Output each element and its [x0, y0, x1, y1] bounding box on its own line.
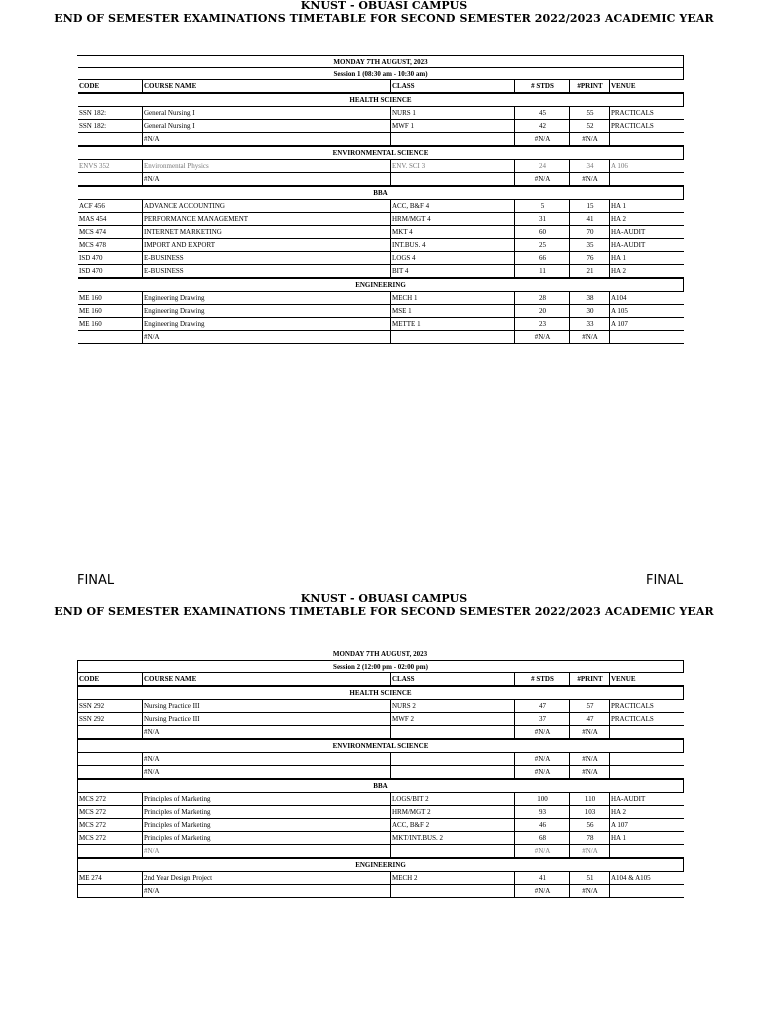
page1-header: [0, 0, 768, 26]
cell-code: [78, 885, 143, 897]
cell-stds: 42: [515, 120, 570, 132]
cell-stds: 93: [515, 806, 570, 818]
exam-date: MONDAY 7TH AUGUST, 2023: [332, 650, 428, 658]
cell-code: MCS 272: [78, 806, 143, 818]
cell-name: #N/A: [143, 753, 391, 765]
section-title: BBA: [78, 186, 684, 200]
cell-venue: [610, 133, 684, 145]
cell-venue: [610, 766, 684, 778]
table-row: [78, 819, 684, 832]
cell-name: Nursing Practice III: [143, 700, 391, 712]
cell-stds: 31: [515, 213, 570, 225]
cell-stds: #N/A: [515, 726, 570, 738]
cell-venue: PRACTICALS: [611, 715, 654, 723]
cell-class: LOGS 4: [391, 252, 515, 264]
cell-code: SSN 182:: [78, 107, 143, 119]
cell-name: General Nursing I: [143, 120, 391, 132]
cell-print: 110: [570, 793, 610, 805]
cell-class: NURS 1: [391, 107, 515, 119]
cell-code: [78, 845, 143, 857]
column-header-venue: VENUE: [611, 675, 636, 683]
cell-stds: 23: [515, 318, 570, 330]
cell-venue: HA 2: [611, 808, 626, 816]
cell-stds: 66: [515, 252, 570, 264]
cell-stds: #N/A: [515, 766, 570, 778]
table-row: [78, 845, 684, 858]
column-header-stds: # STDS: [515, 673, 570, 685]
timetable-grid: [77, 55, 684, 341]
cell-class: [391, 726, 515, 738]
cell-code: SSN 292: [78, 700, 143, 712]
campus-title: KNUST - OBUASI CAMPUS: [300, 0, 468, 12]
cell-name: Engineering Drawing: [143, 305, 391, 317]
cell-print: 78: [570, 832, 610, 844]
cell-class: MECH 2: [391, 872, 515, 884]
cell-stds: #N/A: [515, 885, 570, 897]
table-row: [78, 252, 684, 265]
cell-class: [391, 885, 515, 897]
cell-print: 41: [570, 213, 610, 225]
cell-class: NURS 2: [391, 700, 515, 712]
cell-code: [78, 726, 143, 738]
cell-print: #N/A: [570, 726, 610, 738]
timetable-title: END OF SEMESTER EXAMINATIONS TIMETABLE FOR SECOND SEMESTER 2022/2023 ACADEMIC YEAR: [54, 12, 714, 25]
cell-print: 56: [570, 819, 610, 831]
cell-stds: 46: [515, 819, 570, 831]
cell-print: 55: [570, 107, 610, 119]
cell-print: #N/A: [570, 173, 610, 185]
section-title: ENVIRONMENTAL SCIENCE: [78, 739, 684, 753]
cell-class: BIT 4: [391, 265, 515, 277]
cell-code: ME 160: [78, 318, 143, 330]
column-header-venue: VENUE: [611, 82, 636, 90]
cell-stds: #N/A: [515, 753, 570, 765]
cell-name: #N/A: [143, 845, 391, 857]
cell-venue: A 107: [611, 320, 628, 328]
section-title: HEALTH SCIENCE: [78, 686, 684, 700]
timetable-title: END OF SEMESTER EXAMINATIONS TIMETABLE FOR SECOND SEMESTER 2022/2023 ACADEMIC YEAR: [54, 605, 714, 618]
table-row: [78, 806, 684, 819]
cell-venue: [610, 726, 684, 738]
final-label-left: FINAL: [77, 573, 115, 588]
cell-code: ME 274: [78, 872, 143, 884]
cell-code: SSN 182:: [78, 120, 143, 132]
table-row: [78, 726, 684, 739]
cell-name: E-BUSINESS: [143, 252, 391, 264]
cell-class: MKT 4: [391, 226, 515, 238]
cell-name: #N/A: [143, 173, 391, 185]
cell-code: ISD 470: [78, 265, 143, 277]
cell-venue: HA 1: [611, 834, 626, 842]
campus-title: KNUST - OBUASI CAMPUS: [300, 592, 468, 605]
cell-code: ACF 456: [78, 200, 143, 212]
table-row: [78, 239, 684, 252]
cell-stds: 24: [515, 160, 570, 172]
cell-print: 33: [570, 318, 610, 330]
cell-name: IMPORT AND EXPORT: [143, 239, 391, 251]
cell-stds: 68: [515, 832, 570, 844]
cell-code: ME 160: [78, 305, 143, 317]
cell-name: Nursing Practice III: [143, 713, 391, 725]
cell-print: 103: [570, 806, 610, 818]
cell-print: #N/A: [570, 766, 610, 778]
section-title: BBA: [78, 779, 684, 793]
table-row: [78, 872, 684, 885]
cell-class: HRM/MGT 4: [391, 213, 515, 225]
cell-print: #N/A: [570, 753, 610, 765]
cell-venue: [610, 753, 684, 765]
cell-venue: PRACTICALS: [611, 702, 654, 710]
cell-class: [391, 133, 515, 145]
cell-venue: HA-AUDIT: [611, 241, 646, 249]
cell-code: [78, 173, 143, 185]
cell-venue: HA 1: [611, 202, 626, 210]
cell-print: 15: [570, 200, 610, 212]
table-row: [78, 292, 684, 305]
cell-class: ACC, B&F 2: [391, 819, 515, 831]
cell-stds: 5: [515, 200, 570, 212]
cell-code: MCS 474: [78, 226, 143, 238]
cell-venue: PRACTICALS: [611, 122, 654, 130]
cell-print: 47: [570, 713, 610, 725]
cell-class: [391, 766, 515, 778]
table-row: [78, 318, 684, 331]
cell-print: 35: [570, 239, 610, 251]
date-row: MONDAY 7TH AUGUST, 2023: [78, 56, 684, 68]
cell-venue: HA 2: [611, 215, 626, 223]
table-row: [78, 213, 684, 226]
cell-stds: #N/A: [515, 133, 570, 145]
cell-venue: A104 & A105: [611, 874, 651, 882]
column-header-stds: # STDS: [515, 80, 570, 92]
section-title: HEALTH SCIENCE: [78, 93, 684, 107]
cell-venue: PRACTICALS: [611, 109, 654, 117]
cell-stds: 25: [515, 239, 570, 251]
cell-name: Engineering Drawing: [143, 318, 391, 330]
cell-print: 70: [570, 226, 610, 238]
cell-print: 34: [570, 160, 610, 172]
cell-name: Principles of Marketing: [143, 793, 391, 805]
final-label-right: FINAL: [646, 573, 684, 588]
table-row: [78, 265, 684, 278]
cell-venue: [610, 331, 684, 343]
cell-stds: 100: [515, 793, 570, 805]
cell-venue: HA-AUDIT: [611, 795, 646, 803]
session-row: Session 2 (12:00 pm - 02:00 pm): [78, 661, 684, 673]
cell-venue: A 106: [611, 162, 628, 170]
cell-stds: 45: [515, 107, 570, 119]
cell-stds: #N/A: [515, 845, 570, 857]
cell-name: #N/A: [143, 885, 391, 897]
cell-print: #N/A: [570, 885, 610, 897]
column-header-name: COURSE NAME: [143, 80, 391, 92]
cell-code: [78, 753, 143, 765]
table-row: [78, 160, 684, 173]
cell-venue: A 107: [611, 821, 628, 829]
cell-venue: A 105: [611, 307, 628, 315]
cell-class: HRM/MGT 2: [391, 806, 515, 818]
cell-print: 76: [570, 252, 610, 264]
cell-code: MCS 272: [78, 819, 143, 831]
cell-print: #N/A: [570, 845, 610, 857]
cell-print: 21: [570, 265, 610, 277]
cell-class: LOGS/BIT 2: [391, 793, 515, 805]
table-row: [78, 793, 684, 806]
cell-class: [391, 331, 515, 343]
cell-print: #N/A: [570, 133, 610, 145]
cell-stds: #N/A: [515, 331, 570, 343]
cell-print: 51: [570, 872, 610, 884]
table-row: [78, 713, 684, 726]
cell-code: [78, 331, 143, 343]
cell-class: MECH 1: [391, 292, 515, 304]
cell-name: Principles of Marketing: [143, 806, 391, 818]
section-title: ENGINEERING: [78, 278, 684, 292]
cell-name: Principles of Marketing: [143, 819, 391, 831]
cell-name: ADVANCE ACCOUNTING: [143, 200, 391, 212]
section-title: ENGINEERING: [78, 858, 684, 872]
cell-print: 57: [570, 700, 610, 712]
cell-class: [391, 173, 515, 185]
cell-class: [391, 845, 515, 857]
cell-print: 52: [570, 120, 610, 132]
cell-code: ME 160: [78, 292, 143, 304]
cell-stds: 28: [515, 292, 570, 304]
cell-name: Principles of Marketing: [143, 832, 391, 844]
cell-code: [78, 133, 143, 145]
table-row: [78, 120, 684, 133]
timetable-grid: [77, 660, 684, 898]
cell-print: 38: [570, 292, 610, 304]
table-row: [78, 200, 684, 213]
table-row: [78, 331, 684, 344]
cell-code: MCS 272: [78, 832, 143, 844]
table-row: [78, 305, 684, 318]
cell-code: MCS 478: [78, 239, 143, 251]
session-row: Session 1 (08:30 am - 10:30 am): [78, 68, 684, 80]
cell-name: #N/A: [143, 133, 391, 145]
cell-venue: HA 2: [611, 267, 626, 275]
table-row: [78, 885, 684, 898]
cell-class: MWF 2: [391, 713, 515, 725]
cell-name: #N/A: [143, 766, 391, 778]
cell-name: #N/A: [143, 726, 391, 738]
section-title: ENVIRONMENTAL SCIENCE: [78, 146, 684, 160]
cell-stds: 47: [515, 700, 570, 712]
cell-stds: 20: [515, 305, 570, 317]
cell-print: #N/A: [570, 331, 610, 343]
cell-stds: 41: [515, 872, 570, 884]
table-row: [78, 107, 684, 120]
cell-code: SSN 292: [78, 713, 143, 725]
cell-name: General Nursing I: [143, 107, 391, 119]
column-header-print: #PRINT: [570, 673, 610, 685]
cell-name: #N/A: [143, 331, 391, 343]
cell-venue: [610, 845, 684, 857]
column-header-row: [78, 673, 684, 686]
cell-class: MWF 1: [391, 120, 515, 132]
cell-class: ENV. SCI 3: [391, 160, 515, 172]
cell-stds: 60: [515, 226, 570, 238]
cell-code: ENVS 352: [78, 160, 143, 172]
column-header-class: CLASS: [391, 80, 515, 92]
table-row: [78, 226, 684, 239]
table-row: [78, 133, 684, 146]
cell-class: ACC, B&F 4: [391, 200, 515, 212]
cell-code: ISD 470: [78, 252, 143, 264]
page2-header: [0, 593, 768, 619]
cell-code: MCS 272: [78, 793, 143, 805]
cell-venue: HA-AUDIT: [611, 228, 646, 236]
cell-stds: 37: [515, 713, 570, 725]
cell-class: MKT/INT.BUS. 2: [391, 832, 515, 844]
cell-name: 2nd Year Design Project: [143, 872, 391, 884]
column-header-name: COURSE NAME: [143, 673, 391, 685]
cell-venue: [610, 885, 684, 897]
column-header-code: CODE: [78, 673, 143, 685]
cell-code: [78, 766, 143, 778]
cell-print: 30: [570, 305, 610, 317]
cell-stds: 11: [515, 265, 570, 277]
column-header-class: CLASS: [391, 673, 515, 685]
cell-name: Engineering Drawing: [143, 292, 391, 304]
cell-code: MAS 454: [78, 213, 143, 225]
table-row: [78, 753, 684, 766]
cell-name: INTERNET MARKETING: [143, 226, 391, 238]
cell-name: Environmental Physics: [143, 160, 391, 172]
cell-class: METTE 1: [391, 318, 515, 330]
cell-venue: [610, 173, 684, 185]
cell-name: PERFORMANCE MANAGEMENT: [143, 213, 391, 225]
cell-name: E-BUSINESS: [143, 265, 391, 277]
cell-stds: #N/A: [515, 173, 570, 185]
column-header-print: #PRINT: [570, 80, 610, 92]
cell-class: MSE 1: [391, 305, 515, 317]
column-header-code: CODE: [78, 80, 143, 92]
table-row: [78, 832, 684, 845]
table-row: [78, 700, 684, 713]
table-row: [78, 173, 684, 186]
table-row: [78, 766, 684, 779]
cell-class: INT.BUS. 4: [391, 239, 515, 251]
cell-class: [391, 753, 515, 765]
cell-venue: HA 1: [611, 254, 626, 262]
column-header-row: [78, 80, 684, 93]
cell-venue: A104: [611, 294, 627, 302]
